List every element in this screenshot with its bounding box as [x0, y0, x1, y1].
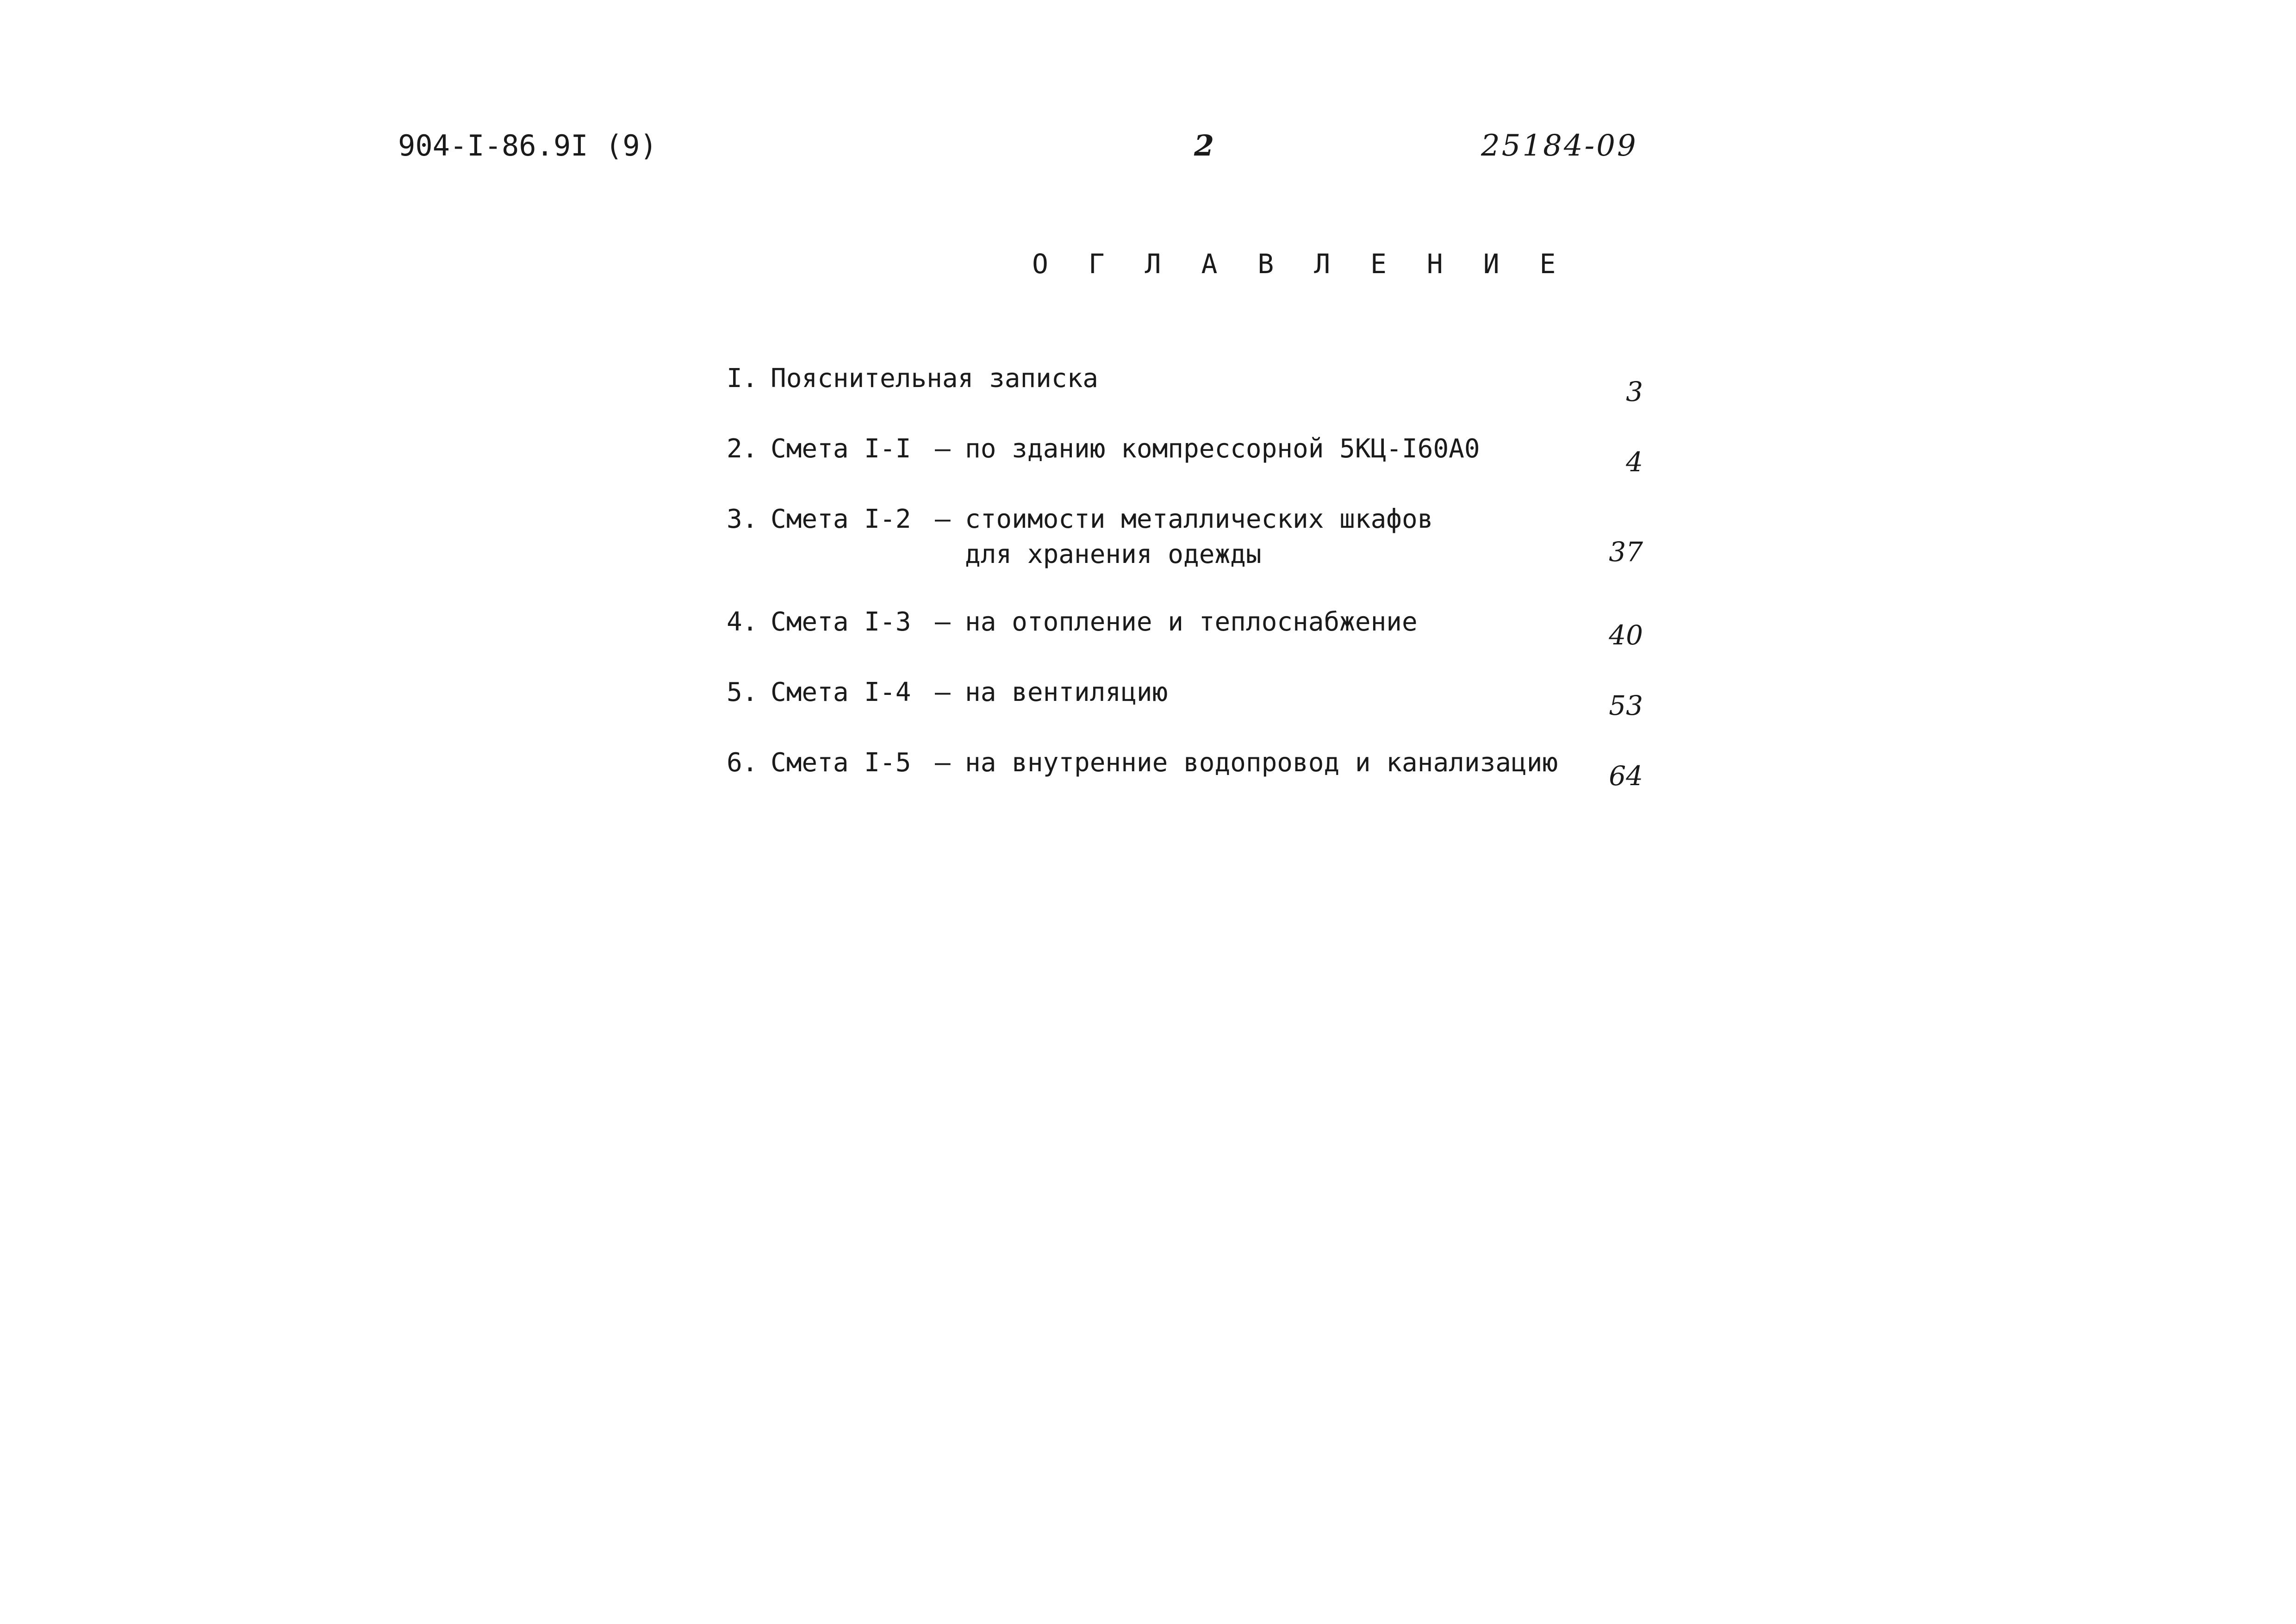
- toc-entry: [727, 745, 1643, 792]
- toc-entry-dash: –: [935, 607, 951, 637]
- toc-entry-number: 5.: [727, 677, 758, 707]
- toc-page-ref: 40: [1609, 619, 1643, 651]
- toc-entry-number: 2.: [727, 434, 758, 464]
- toc-entry-number: 6.: [727, 748, 758, 778]
- toc-entry-description: [965, 502, 1433, 572]
- page-number: 2: [1194, 129, 1214, 162]
- toc-entry-description: [965, 745, 1558, 781]
- toc-entry-description-line: на вентиляцию: [965, 677, 1168, 707]
- document-code: 904-I-86.9I (9): [398, 129, 657, 162]
- toc-entry: [727, 431, 1643, 478]
- inventory-number: 25184-09: [1481, 129, 1638, 163]
- toc-entry-description: [965, 431, 1480, 467]
- table-of-contents: [727, 361, 1643, 816]
- toc-entry-label: Смета I-2: [771, 504, 911, 534]
- toc-entry: [727, 502, 1643, 572]
- toc-entry-dash: –: [935, 748, 951, 778]
- toc-entry-description-line: по зданию компрессорной 5КЦ-I60А0: [965, 434, 1480, 464]
- toc-entry-number: 4.: [727, 607, 758, 637]
- toc-entry-label: Пояснительная записка: [771, 363, 1099, 394]
- toc-page-ref: 37: [1609, 536, 1643, 568]
- toc-page-ref: 53: [1609, 690, 1643, 721]
- toc-entry-number: I.: [727, 363, 758, 394]
- toc-entry: [727, 361, 1643, 407]
- toc-entry-label: Смета I-5: [771, 748, 911, 778]
- page-title: О Г Л А В Л Е Н И Е: [1032, 248, 1568, 280]
- toc-entry-description-line: на внутренние водопровод и канализацию: [965, 748, 1558, 778]
- toc-entry-label: Смета I-3: [771, 607, 911, 637]
- toc-entry-description: [965, 675, 1168, 710]
- toc-entry: [727, 605, 1643, 651]
- toc-entry-label: Смета I-I: [771, 434, 911, 464]
- toc-page-ref: 64: [1609, 760, 1643, 792]
- toc-page-ref: 3: [1626, 376, 1643, 407]
- toc-entry-dash: –: [935, 677, 951, 707]
- toc-entry-dash: –: [935, 434, 951, 464]
- toc-entry-label: Смета I-4: [771, 677, 911, 707]
- toc-entry-description-line: для хранения одежды: [965, 539, 1262, 569]
- toc-entry-description-line: на отопление и теплоснабжение: [965, 607, 1418, 637]
- toc-entry-dash: –: [935, 504, 951, 534]
- toc-page-ref: 4: [1626, 446, 1643, 478]
- toc-entry-number: 3.: [727, 504, 758, 534]
- toc-entry: [727, 675, 1643, 721]
- toc-entry-description-line: стоимости металлических шкафов: [965, 504, 1433, 534]
- toc-entry-description: [965, 605, 1418, 640]
